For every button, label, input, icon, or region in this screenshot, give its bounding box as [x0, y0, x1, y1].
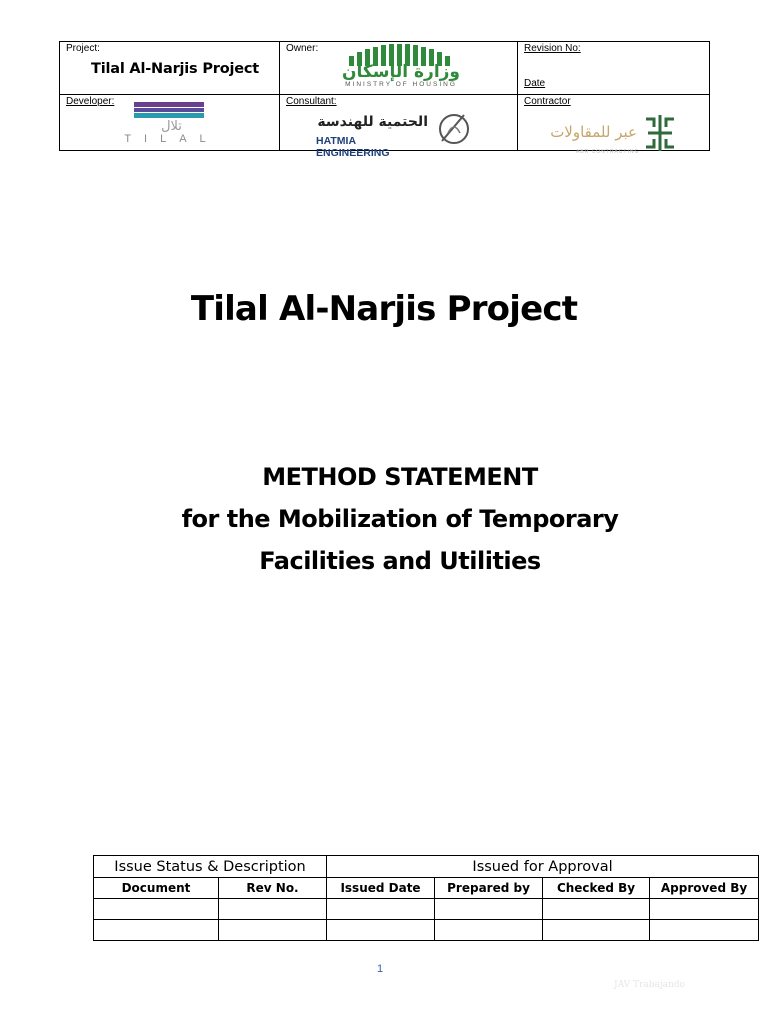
- abr-emblem-icon: [640, 113, 680, 153]
- project-cell: [60, 42, 280, 95]
- ministry-logo-arabic: وزارة الإسكان: [341, 62, 460, 82]
- table-row: [94, 920, 759, 941]
- developer-cell: [60, 95, 280, 151]
- column-header: Checked By: [543, 878, 650, 899]
- owner-label: Owner:: [286, 43, 319, 54]
- table-cell: [435, 899, 543, 920]
- table-cell: [94, 920, 219, 941]
- column-header: Approved By: [650, 878, 759, 899]
- column-header: Rev No.: [219, 878, 327, 899]
- table-cell: [650, 920, 759, 941]
- table-cell: [543, 920, 650, 941]
- watermark: JAV Trabajando: [614, 980, 685, 990]
- ministry-logo-english: MINISTRY OF HOUSING: [345, 81, 457, 88]
- contractor-cell: [518, 95, 710, 155]
- issue-status-label: Issue Status & Description: [94, 856, 327, 878]
- column-header: Issued Date: [327, 878, 435, 899]
- tilal-logo-english: TILAL: [124, 133, 219, 145]
- issue-status-table: [93, 855, 759, 941]
- revision-label: Revision No:: [524, 43, 581, 54]
- ministry-of-housing-logo: [319, 44, 483, 92]
- table-row: [94, 899, 759, 920]
- consultant-cell: [280, 95, 518, 159]
- column-header: Document: [94, 878, 219, 899]
- abr-logo-arabic: عبر للمقاولات: [550, 123, 637, 141]
- document-title: Tilal Al-Narjis Project: [190, 289, 578, 329]
- consultant-label: Consultant:: [286, 96, 337, 107]
- abr-contracting-logo: [542, 113, 682, 153]
- table-cell: [543, 899, 650, 920]
- hatmia-logo-arabic: الحتمية للهندسة: [317, 114, 428, 130]
- header-table: [59, 41, 710, 159]
- table-cell: [219, 920, 327, 941]
- column-header: Prepared by: [435, 878, 543, 899]
- tilal-logo-arabic: تلال: [161, 119, 182, 134]
- hatmia-emblem-icon: [434, 111, 474, 147]
- date-label: Date: [524, 78, 546, 89]
- developer-label: Developer:: [66, 96, 115, 107]
- table-cell: [94, 899, 219, 920]
- table-cell: [327, 899, 435, 920]
- owner-cell: [280, 42, 518, 95]
- issue-status-value: Issued for Approval: [327, 856, 759, 878]
- table-cell: [327, 920, 435, 941]
- page-number: 1: [377, 963, 384, 975]
- hatmia-logo-english: HATMIA ENGINEERING: [316, 135, 390, 159]
- project-label: Project:: [66, 43, 100, 54]
- subtitle-line-3: Facilities and Utilities: [259, 547, 541, 575]
- tilal-stripes-icon: [104, 102, 239, 120]
- hatmia-logo: [316, 111, 476, 159]
- table-cell: [435, 920, 543, 941]
- abr-logo-english: ABR CONTRACTING: [576, 149, 640, 155]
- project-name: Tilal Al-Narjis Project: [91, 61, 260, 77]
- table-cell: [219, 899, 327, 920]
- contractor-label: Contractor: [524, 96, 571, 107]
- table-cell: [650, 899, 759, 920]
- subtitle-line-1: METHOD STATEMENT: [262, 463, 538, 491]
- tilal-logo: [104, 102, 239, 150]
- revision-cell: [518, 42, 710, 95]
- subtitle-line-2: for the Mobilization of Temporary: [181, 505, 619, 533]
